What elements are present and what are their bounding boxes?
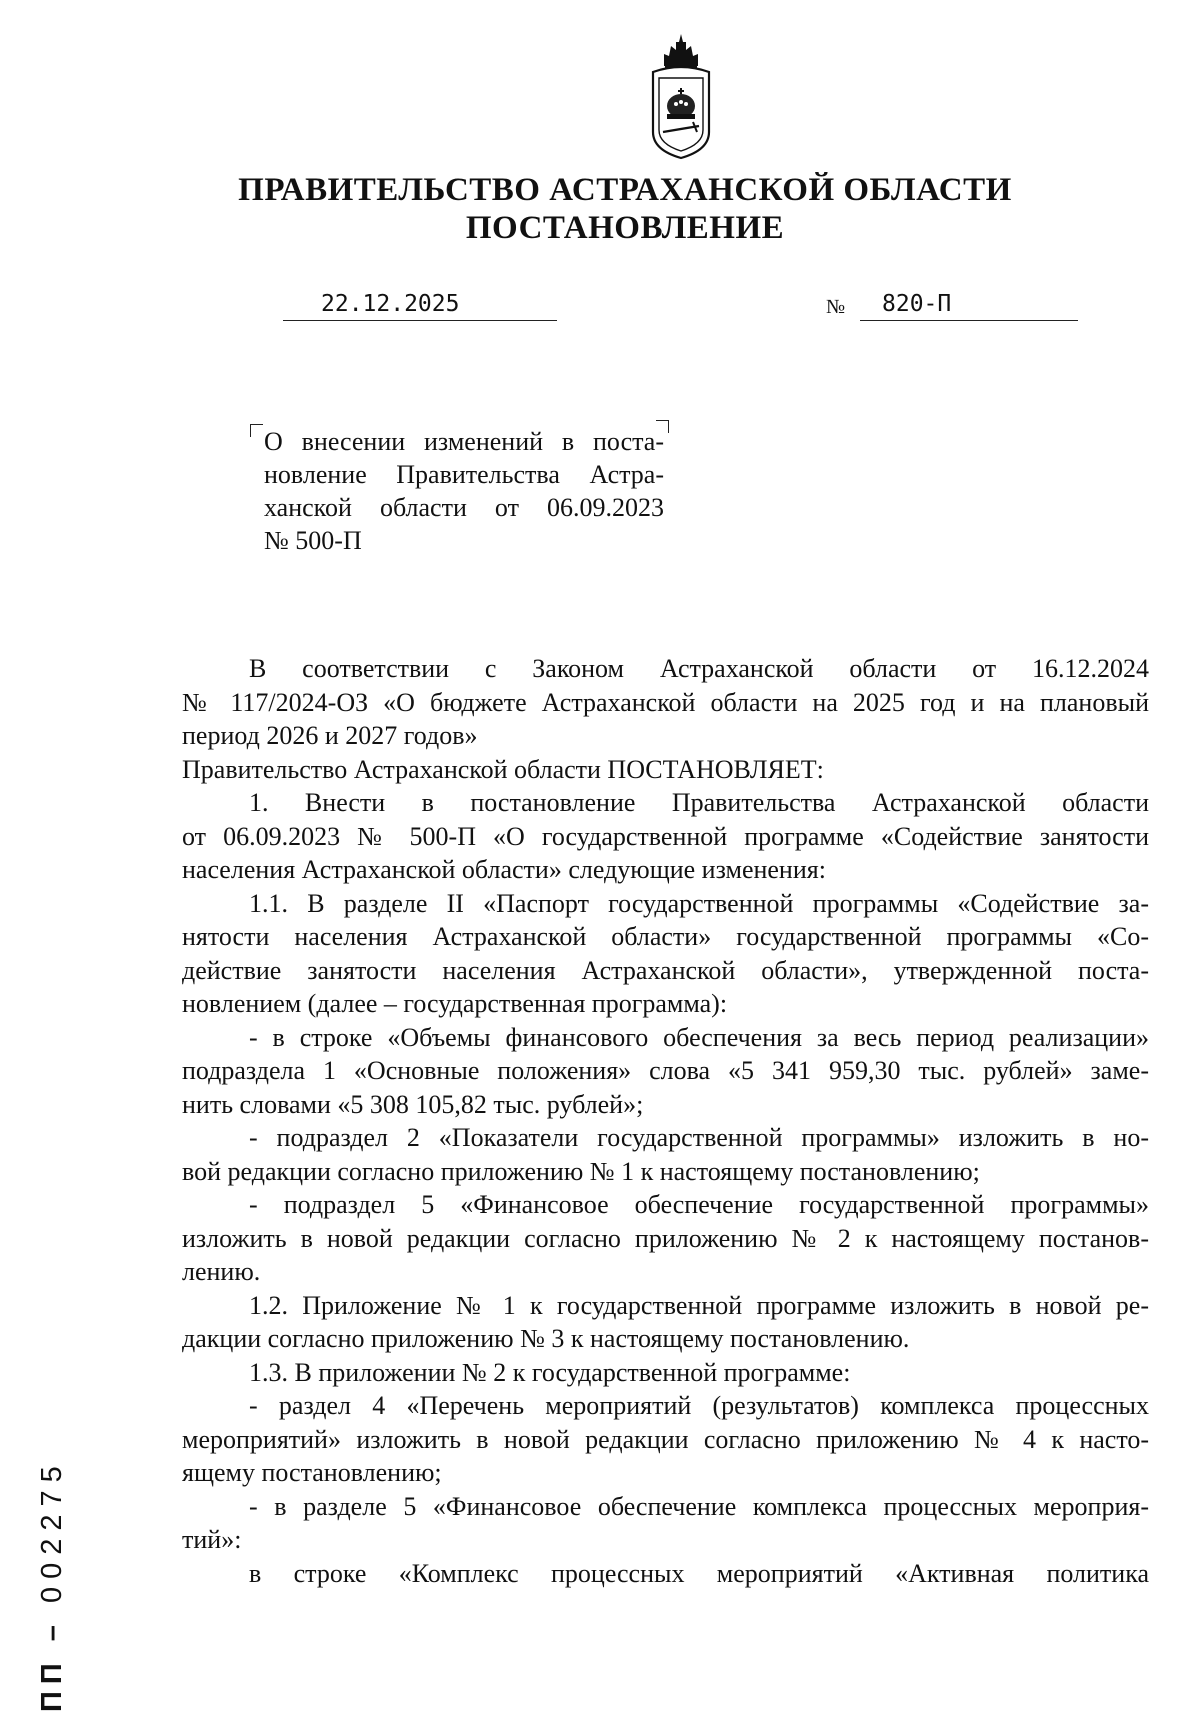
- body-line: новлением (далее – государственная программа):: [182, 989, 728, 1018]
- serial-number: 002275: [36, 1458, 68, 1604]
- body-line: 1.1. В разделе II «Паспорт государственной программы «Содействие за-: [249, 888, 1149, 918]
- subject-line: О внесении изменений в поста-: [264, 427, 664, 456]
- subject-line: ханской области от 06.09.2023: [264, 493, 664, 522]
- body-line: 1. Внести в постановление Правительства Астраханской области: [249, 788, 1149, 817]
- subject-bracket-left: [250, 424, 263, 437]
- subject-line: № 500-П: [264, 526, 362, 555]
- body-line: - раздел 4 «Перечень мероприятий (результатов) комплекса процессных: [249, 1391, 1149, 1420]
- document-type-title: ПОСТАНОВЛЕНИЕ: [465, 210, 785, 246]
- document-body: [182, 652, 1149, 1590]
- body-line: Правительство Астраханской области ПОСТАНОВЛЯЕТ:: [182, 754, 824, 784]
- number-sign: №: [826, 296, 846, 318]
- document-number: 820-П: [860, 289, 1078, 321]
- body-line: в строке «Комплекс процессных мероприятий «Активная политика: [249, 1558, 1149, 1588]
- body-line: В соответствии с Законом Астраханской области от 16.12.2024: [249, 654, 1149, 683]
- subject-line: новление Правительства Астра-: [264, 460, 664, 489]
- body-line: дакции согласно приложению № 3 к настоящему постановлению.: [182, 1324, 910, 1353]
- document-date: 22.12.2025: [283, 289, 557, 321]
- body-line: изложить в новой редакции согласно приложению № 2 к настоящему постанов-: [182, 1223, 1149, 1253]
- body-line: - подраздел 2 «Показатели государственной программы» изложить в но-: [249, 1123, 1149, 1152]
- body-line: действие занятости населения Астраханской области», утвержденной поста-: [182, 955, 1149, 985]
- body-line: - подраздел 5 «Финансовое обеспечение государственной программы»: [249, 1190, 1149, 1219]
- body-line: от 06.09.2023 № 500-П «О государственной программе «Содействие занятости: [182, 821, 1149, 851]
- body-line: 1.3. В приложении № 2 к государственной программе:: [249, 1357, 851, 1387]
- body-line: тий»:: [182, 1525, 242, 1554]
- serial-dash: –: [36, 1618, 68, 1642]
- coat-of-arms-icon: [645, 32, 717, 160]
- body-line: № 117/2024-ОЗ «О бюджете Астраханской области на 2025 год и на плановый: [182, 687, 1149, 717]
- body-line: мероприятий» изложить в новой редакции согласно приложению № 4 к насто-: [182, 1424, 1149, 1454]
- body-line: ящему постановлению;: [182, 1458, 442, 1487]
- body-line: подраздела 1 «Основные положения» слова «5 341 959,30 тыс. рублей» заме-: [182, 1056, 1149, 1085]
- body-line: вой редакции согласно приложению № 1 к настоящему постановлению;: [182, 1156, 980, 1186]
- body-line: нятости населения Астраханской области» государственной программы «Со-: [182, 922, 1149, 951]
- body-line: 1.2. Приложение № 1 к государственной программе изложить в новой ре-: [249, 1290, 1149, 1320]
- body-line: населения Астраханской области» следующие изменения:: [182, 855, 826, 884]
- document-subject: [264, 425, 664, 557]
- body-line: нить словами «5 308 105,82 тыс. рублей»;: [182, 1089, 644, 1119]
- organization-name: ПРАВИТЕЛЬСТВО АСТРАХАНСКОЙ ОБЛАСТИ: [238, 172, 1012, 208]
- body-line: период 2026 и 2027 годов»: [182, 721, 478, 750]
- body-line: - в разделе 5 «Финансовое обеспечение комплекса процессных мероприя-: [249, 1491, 1149, 1521]
- serial-series: ПП: [36, 1656, 68, 1712]
- body-line: лению.: [182, 1257, 261, 1286]
- body-line: - в строке «Объемы финансового обеспечения за весь период реализации»: [249, 1022, 1149, 1052]
- form-serial-stamp: [36, 1458, 69, 1712]
